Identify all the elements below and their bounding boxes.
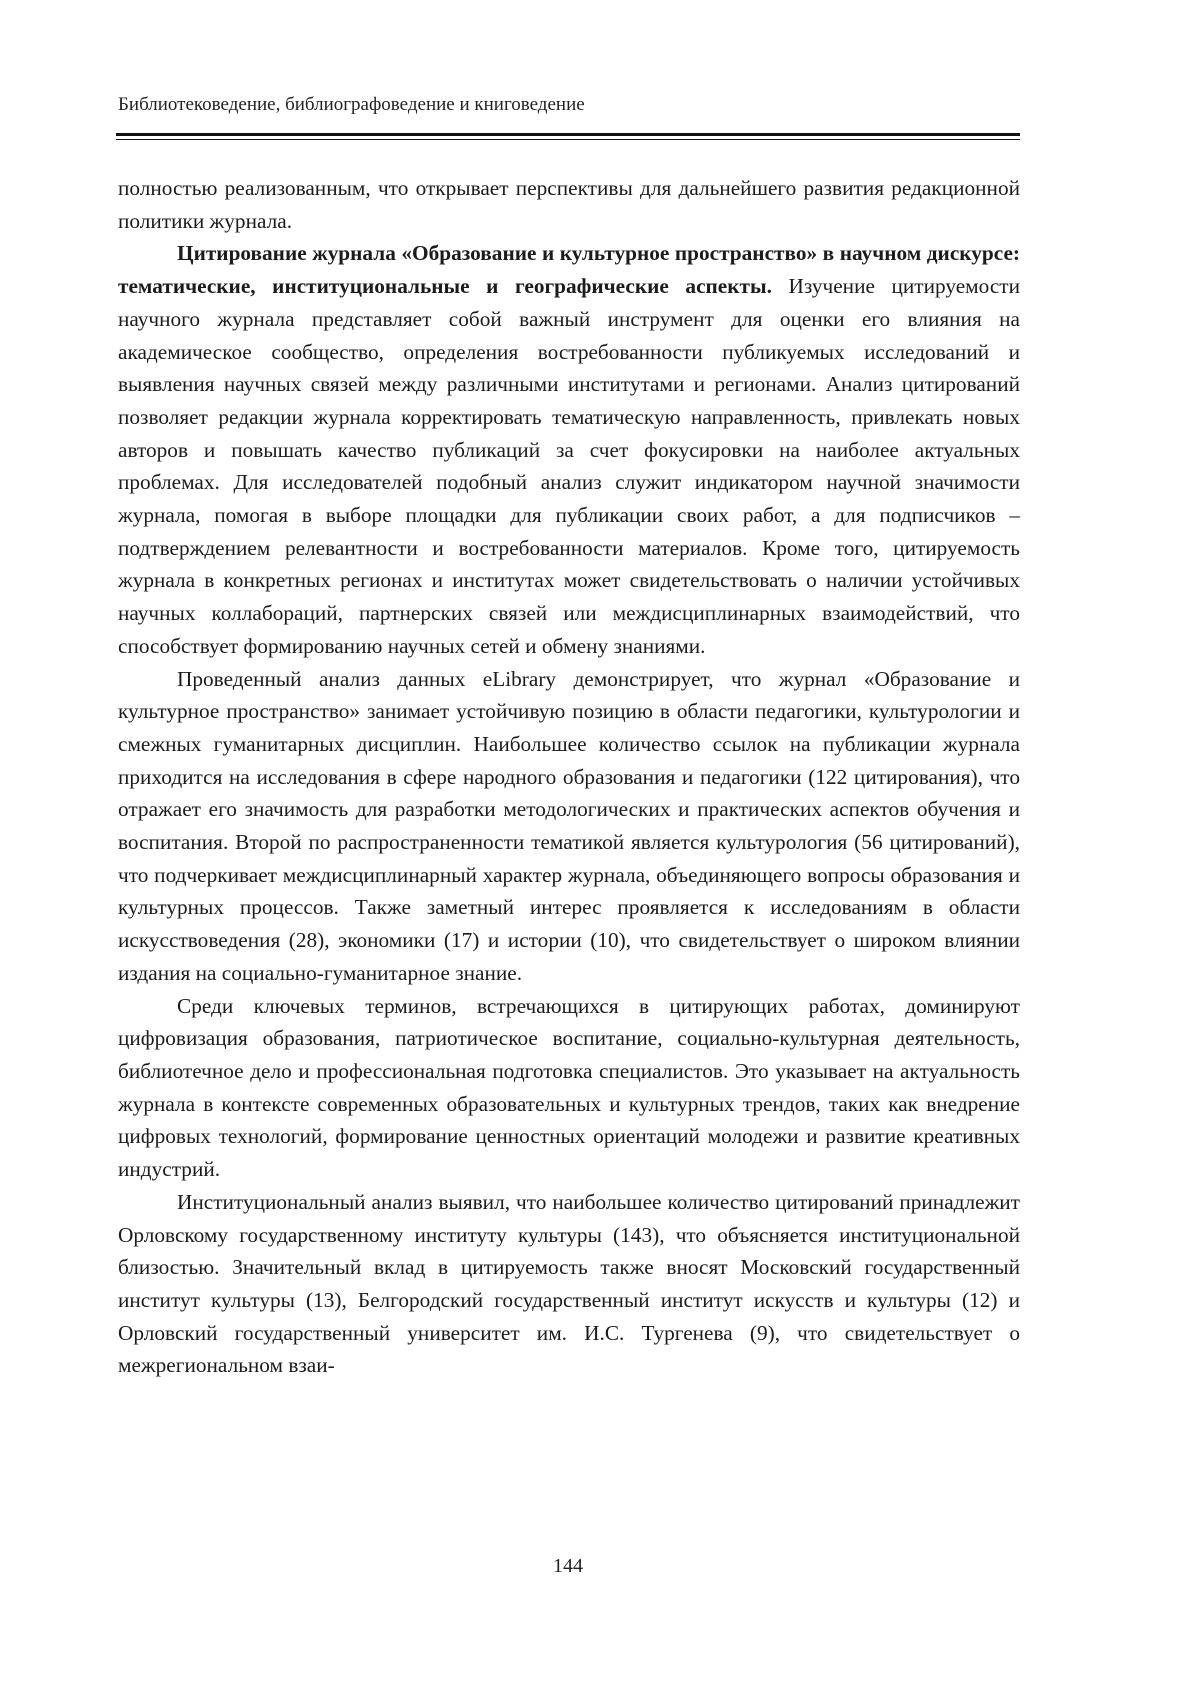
paragraph-thematic-analysis: Проведенный анализ данных eLibrary демонстрирует, что журнал «Образование и культурное пространство» занимает устойчивую позицию в области педагогики, культурологии и смежных гуманитарных дисциплин. Наибольшее количество ссылок на публикации журнала приходится на исследования в сфере народного образования и педагогики (122 цитирования), что отражает его значимость для разработки методологических и практических аспектов обучения и воспитания. Второй по распространенности тематикой является культурология (56 цитирований), что подчеркивает междисциплинарный характер журнала, объединяющего вопросы образования и культурных процессов. Также заметный интерес проявляется к исследованиям в области искусствоведения (28), экономики (17) и истории (10), что свидетельствует о широком влиянии издания на социально-гуманитарное знание. [118,666,1020,985]
header-rule-thick [116,133,1020,136]
paragraph-citation-text: Изучение цитируемости научного журнала представляет собой важный инструмент для оценки его влияния на академическое сообщество, определения востребованности публикуемых исследований и выявления научных связей между различными институтами и регионами. Анализ цитирований позволяет редакции журнала корректировать тематическую направленность, привлекать новых авторов и повышать качество публикаций за счет фокусировки на наиболее актуальных проблемах. Для исследователей подобный анализ служит индикатором научной значимости журнала, помогая в выборе площадки для публикации своих работ, а для подписчиков – подтверждением релевантности и востребованности материалов. Кроме того, цитируемость журнала в конкретных регионах и институтах может свидетельствовать о наличии устойчивых научных коллабораций, партнерских связей или междисциплинарных взаимодействий, что способствует формированию научных сетей и обмену знаниями. [118,274,1020,658]
paragraph-continuation: полностью реализованным, что открывает перспективы для дальнейшего развития редакционной политики журнала. [118,176,1020,233]
section-heading: Цитирование журнала «Образование и культурное пространство» в научном дискурсе: тематические, институциональные и географические аспекты. [118,241,1020,299]
header-rule-thin [116,139,1020,140]
running-header: Библиотековедение, библиографоведение и книговедение [118,94,585,115]
page-number: 144 [553,1555,583,1577]
paragraph-key-terms: Среди ключевых терминов, встречающихся в цитирующих работах, доминируют цифровизация образования, патриотическое воспитание, социально-культурная деятельность, библиотечное дело и профессиональная подготовка специалистов. Это указывает на актуальность журнала в контексте современных образовательных и культурных трендов, таких как внедрение цифровых технологий, формирование ценностных ориентаций молодежи и развитие креативных индустрий. [118,993,1020,1182]
paragraph-institutional-analysis: Институциональный анализ выявил, что наибольшее количество цитирований принадлежит Орловскому государственному институту культуры (143), что объясняется институциональной близостью. Значительный вклад в цитируемость также вносят Московский государственный институт культуры (13), Белгородский государственный институт искусств и культуры (12) и Орловский государственный университет им. И.С. Тургенева (9), что свидетельствует о межрегиональном взаи- [118,1189,1020,1378]
article-body [118,172,1020,1382]
paragraph-citation-intro [118,237,1020,662]
